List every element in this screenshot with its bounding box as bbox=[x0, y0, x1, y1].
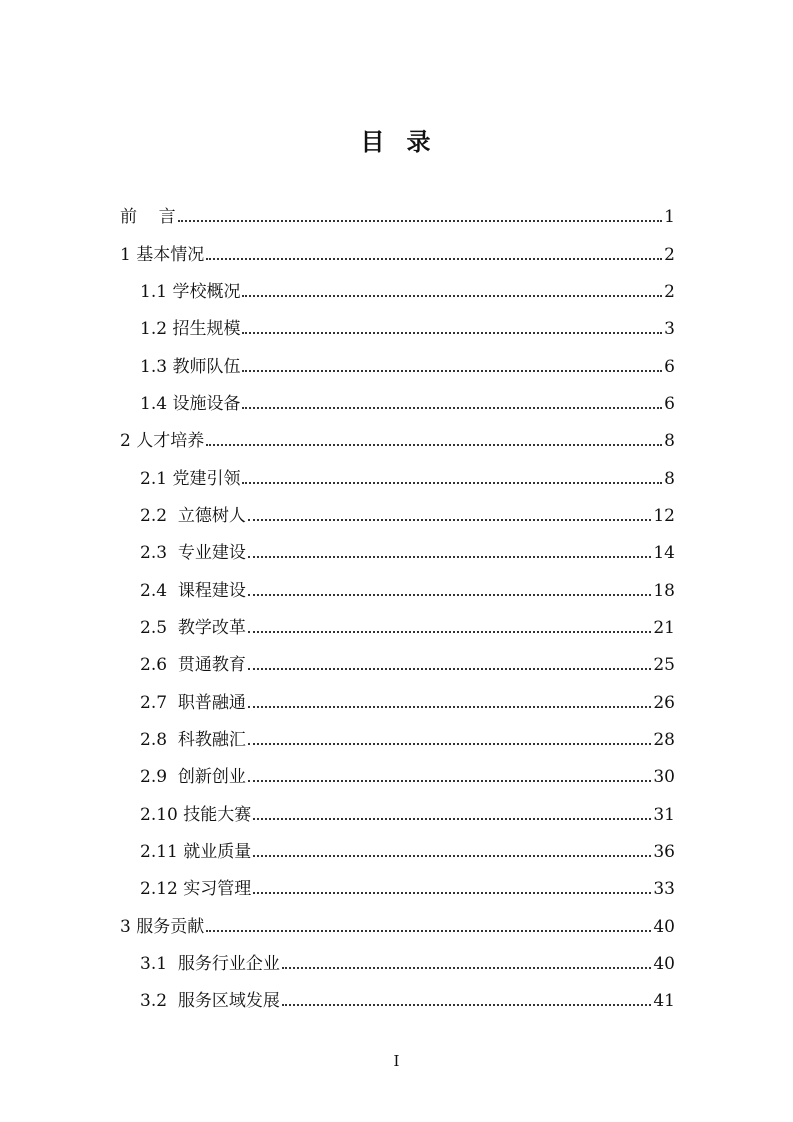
dot-leader bbox=[242, 370, 662, 372]
toc-entry[interactable] bbox=[120, 565, 675, 602]
toc-entry-page: 3 bbox=[664, 319, 675, 340]
toc-entry-page: 21 bbox=[653, 617, 675, 638]
toc-entry-label: 2.2 立德树人 bbox=[140, 505, 246, 526]
dot-leader bbox=[248, 668, 652, 670]
dot-leader bbox=[248, 631, 652, 633]
toc-entry-page: 33 bbox=[653, 879, 675, 900]
toc-entry-label: 2.6 贯通教育 bbox=[140, 655, 246, 676]
dot-leader bbox=[242, 295, 662, 297]
toc-entry[interactable] bbox=[120, 491, 675, 528]
toc-entry-label: 1 基本情况 bbox=[120, 244, 205, 265]
dot-leader bbox=[178, 220, 663, 222]
toc-entry[interactable] bbox=[120, 640, 675, 677]
dot-leader bbox=[206, 444, 662, 446]
toc-entry[interactable] bbox=[120, 677, 675, 714]
toc-entry[interactable] bbox=[120, 939, 675, 976]
toc-entry[interactable] bbox=[120, 453, 675, 490]
toc-entry-label: 2.4 课程建设 bbox=[140, 580, 246, 601]
toc-entry[interactable] bbox=[120, 976, 675, 1013]
toc-entry-page: 6 bbox=[664, 393, 675, 414]
toc-entry-label: 1.2 招生规模 bbox=[140, 319, 241, 340]
toc-entry[interactable] bbox=[120, 267, 675, 304]
toc-entry-label: 前 言 bbox=[120, 207, 176, 228]
dot-leader bbox=[242, 332, 662, 334]
toc-entry-label: 1.3 教师队伍 bbox=[140, 356, 241, 377]
toc-entry-label: 2.5 教学改革 bbox=[140, 617, 246, 638]
toc-entry[interactable] bbox=[120, 229, 675, 266]
toc-entry[interactable] bbox=[120, 789, 675, 826]
dot-leader bbox=[248, 556, 652, 558]
dot-leader bbox=[282, 967, 652, 969]
toc-entry-page: 31 bbox=[653, 804, 675, 825]
toc-entry-page: 2 bbox=[664, 244, 675, 265]
dot-leader bbox=[248, 519, 652, 521]
table-of-contents bbox=[120, 192, 675, 1013]
toc-entry-label: 1.4 设施设备 bbox=[140, 393, 241, 414]
dot-leader bbox=[206, 930, 651, 932]
toc-entry[interactable] bbox=[120, 827, 675, 864]
toc-entry[interactable] bbox=[120, 715, 675, 752]
toc-entry-page: 12 bbox=[653, 505, 675, 526]
dot-leader bbox=[206, 258, 662, 260]
toc-entry-label: 2.3 专业建设 bbox=[140, 543, 246, 564]
toc-entry-label: 2.8 科教融汇 bbox=[140, 729, 246, 750]
toc-entry-page: 30 bbox=[653, 767, 675, 788]
dot-leader bbox=[248, 706, 652, 708]
toc-entry-page: 26 bbox=[653, 692, 675, 713]
toc-entry-page: 8 bbox=[664, 431, 675, 452]
dot-leader bbox=[242, 407, 662, 409]
toc-entry-label: 1.1 学校概况 bbox=[140, 281, 241, 302]
dot-leader bbox=[248, 743, 652, 745]
toc-entry-page: 25 bbox=[653, 655, 675, 676]
dot-leader bbox=[253, 855, 651, 857]
toc-entry-label: 2 人才培养 bbox=[120, 431, 205, 452]
toc-entry-page: 28 bbox=[653, 729, 675, 750]
dot-leader bbox=[253, 818, 651, 820]
toc-entry-page: 40 bbox=[653, 916, 675, 937]
toc-entry-page: 14 bbox=[653, 543, 675, 564]
toc-entry[interactable] bbox=[120, 901, 675, 938]
toc-entry[interactable] bbox=[120, 752, 675, 789]
toc-entry[interactable] bbox=[120, 603, 675, 640]
toc-entry-label: 2.12 实习管理 bbox=[140, 879, 252, 900]
toc-entry[interactable] bbox=[120, 528, 675, 565]
toc-entry-page: 8 bbox=[664, 468, 675, 489]
toc-title-char-2: 录 bbox=[406, 128, 433, 156]
toc-entry[interactable] bbox=[120, 304, 675, 341]
toc-entry-label: 3 服务贡献 bbox=[120, 916, 205, 937]
toc-entry-label: 2.9 创新创业 bbox=[140, 767, 246, 788]
dot-leader bbox=[253, 892, 651, 894]
toc-entry[interactable] bbox=[120, 416, 675, 453]
toc-entry-label: 2.11 就业质量 bbox=[140, 841, 252, 862]
page-number: I bbox=[393, 1052, 400, 1070]
toc-entry-page: 6 bbox=[664, 356, 675, 377]
toc-entry-label: 2.1 党建引领 bbox=[140, 468, 241, 489]
toc-entry-label: 2.7 职普融通 bbox=[140, 692, 246, 713]
toc-entry-page: 41 bbox=[653, 991, 675, 1012]
dot-leader bbox=[282, 1004, 652, 1006]
dot-leader bbox=[248, 594, 652, 596]
toc-entry[interactable] bbox=[120, 864, 675, 901]
toc-entry-page: 36 bbox=[653, 841, 675, 862]
toc-entry-label: 3.1 服务行业企业 bbox=[140, 953, 280, 974]
toc-entry-page: 40 bbox=[653, 953, 675, 974]
toc-entry-page: 2 bbox=[664, 281, 675, 302]
toc-title-char-1: 目 bbox=[360, 128, 387, 156]
toc-entry-page: 1 bbox=[664, 207, 675, 228]
dot-leader bbox=[242, 482, 662, 484]
toc-title bbox=[0, 122, 793, 157]
toc-entry-label: 2.10 技能大赛 bbox=[140, 804, 252, 825]
toc-entry-page: 18 bbox=[653, 580, 675, 601]
toc-entry[interactable] bbox=[120, 379, 675, 416]
dot-leader bbox=[248, 780, 652, 782]
toc-entry[interactable] bbox=[120, 341, 675, 378]
toc-entry[interactable] bbox=[120, 192, 675, 229]
toc-entry-label: 3.2 服务区域发展 bbox=[140, 991, 280, 1012]
